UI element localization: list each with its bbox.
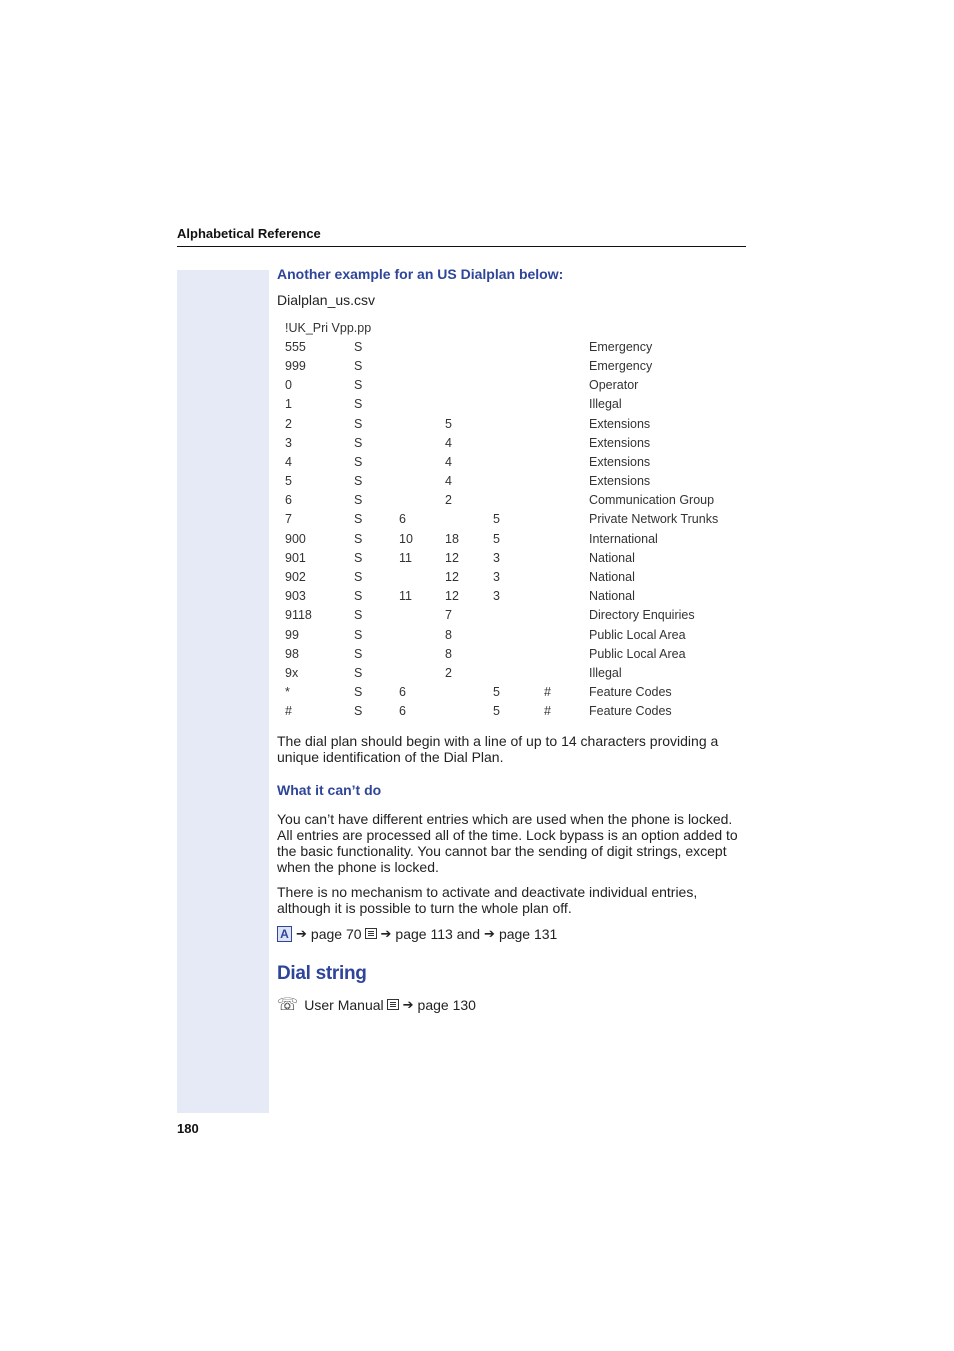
manual-icon [387,999,399,1010]
table-row [285,414,739,433]
table-cell [493,376,544,395]
table-cell [544,376,589,395]
table-cell [399,625,445,644]
table-cell: S [354,512,363,527]
table-row [285,472,739,491]
table-cell [544,567,589,586]
table-cell: S [354,589,363,604]
table-cell: Public Local Area [589,646,686,661]
table-cell: Communication Group [589,493,715,508]
table-cell: S [354,665,363,680]
table-row [285,606,739,625]
table-cell [399,376,445,395]
table-cell: 0 [285,378,292,393]
administrator-icon: A [277,926,292,942]
table-cell: 5 [493,531,500,546]
table-cell: Illegal [589,665,622,680]
table-cell [445,376,493,395]
table-cell: Extensions [589,474,651,489]
table-row [285,395,739,414]
page-number: 180 [177,1121,199,1136]
table-cell: 2 [445,665,452,680]
table-cell: Operator [589,378,639,393]
arrow-right-icon: ➔ [402,996,414,1012]
table-cell: 903 [285,589,306,604]
table-cell: 2 [445,493,452,508]
table-cell: Emergency [589,339,653,354]
table-cell: S [354,550,363,565]
table-cell [493,491,544,510]
table-cell: 11 [399,589,412,604]
table-cell: 5 [493,685,500,700]
table-cell: 5 [493,512,500,527]
table-cell [399,356,445,375]
table-cell [493,625,544,644]
table-cell: 9118 [285,608,312,623]
table-row [285,337,739,356]
table-cell: Feature Codes [589,685,672,700]
phone-icon: ☏ [277,994,299,1014]
table-row [285,644,739,663]
table-cell [399,452,445,471]
table-cell: Extensions [589,435,651,450]
table-cell [493,337,544,356]
table-row [285,567,739,586]
table-cell [493,663,544,682]
table-row [285,376,739,395]
table-row [285,452,739,471]
header-rule [177,246,746,247]
table-cell [399,414,445,433]
table-row [285,702,739,721]
table-cell: S [354,435,363,450]
running-header: Alphabetical Reference [177,226,321,241]
table-row [285,433,739,452]
table-cell: 999 [285,358,306,373]
table-cell [493,472,544,491]
table-row [285,587,739,606]
table-cell [544,587,589,606]
dialplan-note: The dial plan should begin with a line of up to 14 characters providing a unique identification of the Dial Plan. [277,732,719,765]
table-cell: 3 [493,570,500,585]
table-cell: National [589,550,635,565]
table-cell: 3 [285,435,292,450]
table-cell: Public Local Area [589,627,686,642]
table-cell: 18 [445,531,459,546]
table-cell [544,529,589,548]
table-cell: Feature Codes [589,704,672,719]
table-cell: 1 [285,397,292,412]
dialplan-table [285,318,739,721]
table-cell: S [354,454,363,469]
table-row [285,683,739,702]
margin-sidebar [177,270,269,1113]
table-row [285,491,739,510]
table-cell [399,433,445,452]
table-cell: # [285,704,292,719]
table-cell [544,356,589,375]
table-cell: Extensions [589,416,651,431]
table-cell [544,414,589,433]
table-cell: National [589,589,635,604]
table-cell [399,472,445,491]
table-cell: 12 [445,589,459,604]
table-cell [399,491,445,510]
table-cell [399,644,445,663]
table-cell: 4 [445,454,452,469]
table-cell: 9x [285,665,299,680]
table-cell: 555 [285,339,306,354]
table-cell: S [354,493,363,508]
table-cell: S [354,378,363,393]
table-cell: S [354,627,363,642]
table-cell [445,356,493,375]
table-cell: Extensions [589,454,651,469]
table-cell: S [354,685,363,700]
table-cell: S [354,397,363,412]
table-cell: S [354,339,363,354]
table-cell: Illegal [589,397,622,412]
table-cell: 6 [399,685,406,700]
table-cell: 99 [285,627,299,642]
table-cell [445,337,493,356]
arrow-right-icon: ➔ [296,925,307,941]
table-cell [544,510,589,529]
page-link-70[interactable]: page 70 [310,925,362,942]
table-cell [399,663,445,682]
table-cell: 11 [399,550,412,565]
table-cell [445,510,493,529]
table-cell [493,414,544,433]
table-cell: Directory Enquiries [589,608,695,623]
table-cell [544,625,589,644]
cross-reference-line [277,925,747,943]
table-cell: 6 [399,512,406,527]
table-cell [399,337,445,356]
page-link-131[interactable]: page 131 [498,925,558,942]
user-manual-label: User Manual [304,996,384,1013]
table-cell: S [354,531,363,546]
table-cell [544,606,589,625]
table-cell: 12 [445,570,459,585]
table-cell: 3 [493,550,500,565]
table-cell: 7 [445,608,452,623]
arrow-right-icon: ➔ [380,925,392,941]
dialplan-title: !UK_Pri Vpp.pp [285,320,372,335]
table-cell: 8 [445,627,452,642]
table-cell: 4 [445,474,452,489]
table-cell [399,567,445,586]
table-cell [493,433,544,452]
table-cell [544,491,589,510]
table-row [285,625,739,644]
table-cell [544,548,589,567]
section-heading-cant-do: What it can’t do [277,781,382,798]
table-cell [544,644,589,663]
table-cell: S [354,608,363,623]
table-cell: 4 [285,454,292,469]
table-cell: 10 [399,531,413,546]
table-cell: 900 [285,531,306,546]
table-cell: National [589,570,635,585]
table-cell: Private Network Trunks [589,512,719,527]
table-row [285,663,739,682]
dial-string-heading: Dial string [277,962,367,984]
table-cell [493,606,544,625]
table-cell [445,702,493,721]
table-cell: * [285,685,290,700]
table-cell: # [544,704,551,719]
section-heading-us-dialplan: Another example for an US Dialplan below: [277,266,564,282]
table-cell [445,395,493,414]
table-cell [544,472,589,491]
table-cell: 4 [445,435,452,450]
table-cell: S [354,704,363,719]
table-cell: 98 [285,646,299,661]
table-cell: S [354,358,363,373]
table-cell: 6 [399,704,406,719]
table-row [285,548,739,567]
table-cell: 5 [285,474,292,489]
table-cell [493,452,544,471]
table-cell [493,395,544,414]
manual-icon [365,928,377,939]
table-cell: S [354,646,363,661]
arrow-right-icon: ➔ [484,925,495,941]
table-cell: 3 [493,589,500,604]
dialplan-title-row [285,318,739,337]
dialplan-filename: Dialplan_us.csv [277,292,376,308]
table-cell [544,452,589,471]
table-cell: International [589,531,658,546]
table-cell: S [354,416,363,431]
page-link-113[interactable]: page 113 and [395,925,481,942]
table-cell: 2 [285,416,292,431]
table-cell [399,606,445,625]
table-row [285,356,739,375]
cant-do-paragraph-1: You can’t have different entries which are used when the phone is locked. All entries are processed all of the time. Lock bypass is an option added to the basic functionality. You cannot bar the sending of digit strings, except when the phone is locked. [277,810,738,875]
table-cell: 8 [445,646,452,661]
table-cell: 7 [285,512,292,527]
page-link-130[interactable]: page 130 [417,996,476,1013]
table-cell [544,337,589,356]
table-cell: 12 [445,550,459,565]
table-cell: 902 [285,570,306,585]
table-cell [399,395,445,414]
main-content [277,266,747,1014]
table-cell: S [354,474,363,489]
table-cell: 6 [285,493,292,508]
table-row [285,510,739,529]
table-cell [445,683,493,702]
table-cell [544,433,589,452]
table-cell: Emergency [589,358,653,373]
table-row [285,529,739,548]
table-cell: 5 [445,416,452,431]
table-cell [493,356,544,375]
dial-string-reference [277,996,747,1014]
table-cell: 5 [493,704,500,719]
table-cell [544,395,589,414]
table-cell: 901 [285,550,306,565]
table-cell: S [354,570,363,585]
cant-do-paragraph-2: There is no mechanism to activate and deactivate individual entries, although it is possible to turn the whole plan off. [277,883,698,916]
table-cell: # [544,685,551,700]
table-cell [493,644,544,663]
table-cell [544,663,589,682]
